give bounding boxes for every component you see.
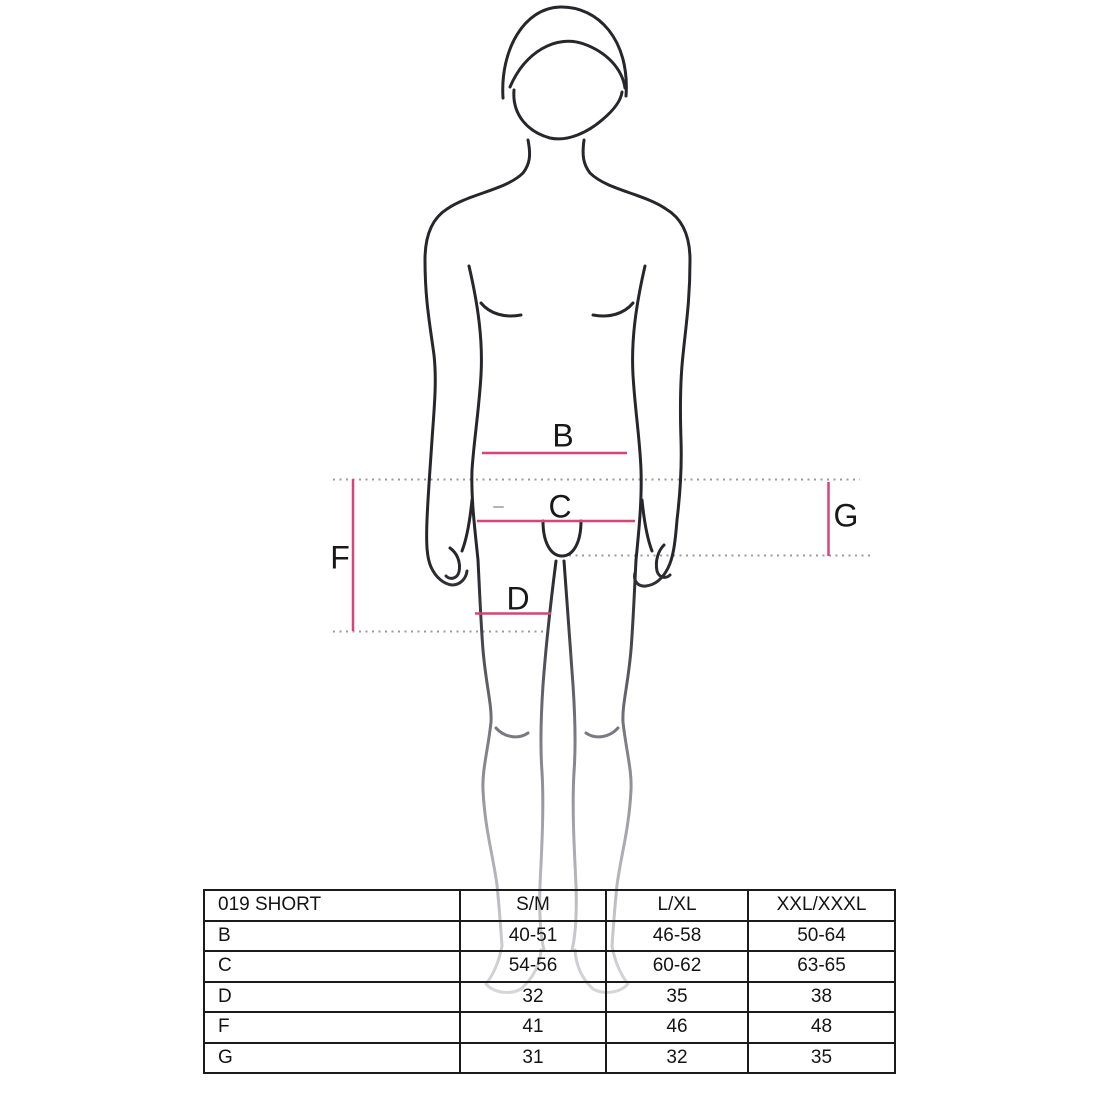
crotch-outline [543, 521, 581, 556]
table-row [204, 1043, 895, 1074]
cell-value: 35 [748, 1043, 895, 1074]
cell-value: 35 [606, 982, 748, 1013]
right-torso-leg-outline [612, 266, 645, 946]
row-label: C [204, 951, 460, 982]
cell-value: 54-56 [460, 951, 606, 982]
measure-label-g: G [833, 497, 859, 534]
left-wrist-inner [462, 500, 472, 551]
left-torso-leg-outline [469, 266, 502, 946]
left-pec-line [481, 303, 521, 316]
cell-value: 32 [606, 1043, 748, 1074]
left-hand-fingers [446, 548, 460, 578]
right-neck-shoulder-arm [583, 140, 690, 586]
table-row [204, 1012, 895, 1043]
dotted-guide-lines [333, 480, 872, 632]
right-wrist-inner [642, 500, 652, 551]
right-knee-crease [586, 728, 618, 737]
row-label: B [204, 921, 460, 952]
table-col-sm: S/M [460, 890, 606, 921]
left-knee-crease [496, 728, 528, 737]
right-hand-fingers [656, 545, 670, 577]
cell-value: 46-58 [606, 921, 748, 952]
head-hair-outline [503, 7, 627, 98]
cell-value: 40-51 [460, 921, 606, 952]
hairline [510, 41, 625, 88]
size-table [203, 889, 896, 1074]
cell-value: 41 [460, 1012, 606, 1043]
cell-value: 31 [460, 1043, 606, 1074]
measure-label-b: B [552, 417, 574, 454]
cell-value: 60-62 [606, 951, 748, 982]
row-label: F [204, 1012, 460, 1043]
cell-value: 32 [460, 982, 606, 1013]
row-label: D [204, 982, 460, 1013]
cell-value: 48 [748, 1012, 895, 1043]
measure-label-c: C [548, 488, 572, 525]
row-label: G [204, 1043, 460, 1074]
left-neck-shoulder-arm [425, 140, 530, 585]
cell-value: 46 [606, 1012, 748, 1043]
cell-value: 63-65 [748, 951, 895, 982]
table-row [204, 982, 895, 1013]
face-jaw-outline [514, 90, 622, 139]
measure-label-f: F [330, 539, 350, 576]
table-row [204, 951, 895, 982]
table-col-xxlxxxl: XXL/XXXL [748, 890, 895, 921]
table-col-lxl: L/XL [606, 890, 748, 921]
table-header-row [204, 890, 895, 921]
right-pec-line [593, 303, 633, 316]
table-row [204, 921, 895, 952]
table-product-name: 019 SHORT [204, 890, 460, 921]
measure-label-d: D [506, 580, 530, 617]
cell-value: 38 [748, 982, 895, 1013]
cell-value: 50-64 [748, 921, 895, 952]
